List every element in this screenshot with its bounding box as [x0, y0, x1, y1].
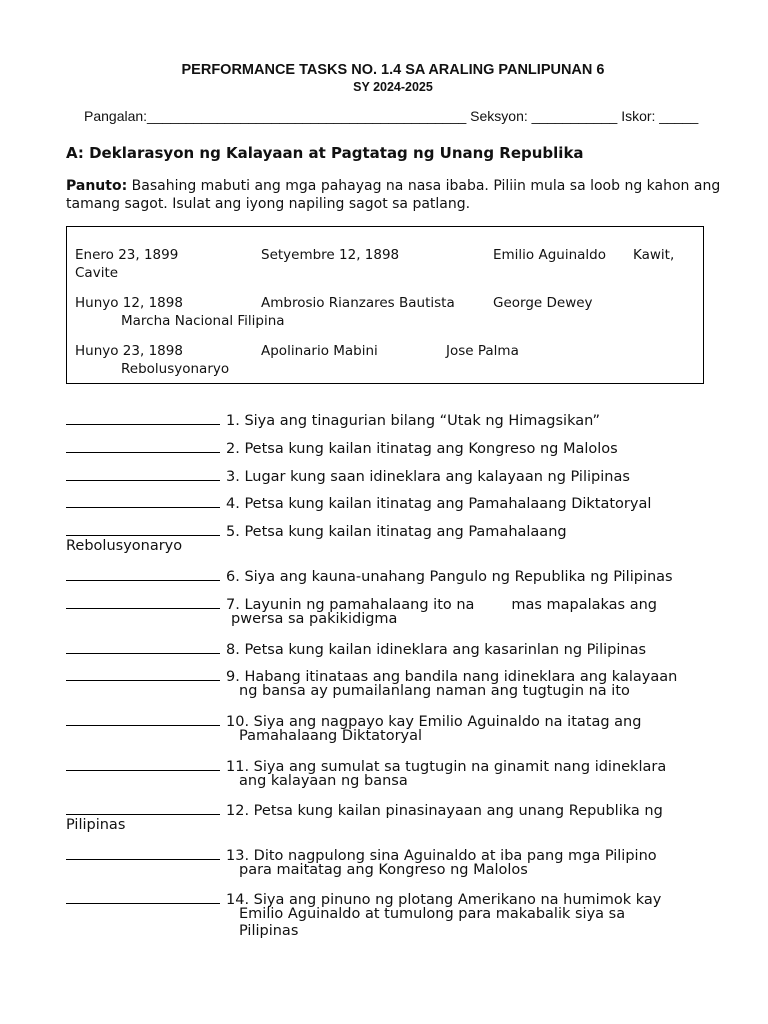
answer-blank[interactable]	[66, 594, 220, 609]
question-item	[66, 438, 618, 458]
question-text: 4. Petsa kung kailan itinatag ang Pamahalaang Diktatoryal	[226, 496, 652, 512]
question-text: 5. Petsa kung kailan itinatag ang Pamahalaang	[226, 524, 567, 540]
section-title: A: Deklarasyon ng Kalayaan at Pagtatag ng Unang Republika	[66, 144, 584, 162]
question-text-continued: ng bansa ay pumailanlang naman ang tugtugin na ito	[239, 683, 630, 699]
choice-bautista: Ambrosio Rianzares Bautista	[261, 295, 455, 311]
answer-blank[interactable]	[66, 438, 220, 453]
question-text: 3. Lugar kung saan idineklara ang kalayaan ng Pilipinas	[226, 469, 630, 485]
answer-blank[interactable]	[66, 410, 220, 425]
answer-blank[interactable]	[66, 666, 220, 681]
question-text: 8. Petsa kung kailan idineklara ang kasarinlan ng Pilipinas	[226, 642, 647, 658]
question-item	[66, 493, 651, 513]
choice-enero: Enero 23, 1899	[75, 247, 179, 263]
answer-blank[interactable]	[66, 756, 220, 771]
choice-hunyo12: Hunyo 12, 1898	[75, 295, 183, 311]
answer-blank[interactable]	[66, 800, 220, 815]
question-text-continued: Emilio Aguinaldo at tumulong para makabalik siya sa	[239, 906, 626, 922]
question-item	[66, 639, 646, 659]
question-item	[66, 410, 600, 430]
choice-marcha: Marcha Nacional Filipina	[121, 313, 285, 329]
question-text-continued: Rebolusyonaryo	[66, 538, 183, 554]
choice-mabini: Apolinario Mabini	[261, 343, 378, 359]
question-text: 2. Petsa kung kailan itinatag ang Kongreso ng Malolos	[226, 441, 618, 457]
question-text: 14. Siya ang pinuno ng plotang Amerikano na humimok kay	[226, 892, 662, 908]
choice-cavite: Cavite	[75, 265, 119, 281]
question-text: 11. Siya ang sumulat sa tugtugin na ginamit nang idineklara	[226, 759, 667, 775]
choice-dewey: George Dewey	[493, 295, 593, 311]
question-text-continued: Pamahalaang Diktatoryal	[239, 728, 423, 744]
question-item	[66, 566, 673, 586]
choice-rebolusyonaryo: Rebolusyonaryo	[121, 361, 230, 377]
page-title: PERFORMANCE TASKS NO. 1.4 SA ARALING PANLIPUNAN 6	[181, 62, 605, 78]
question-text: 10. Siya ang nagpayo kay Emilio Aguinaldo na itatag ang	[226, 714, 642, 730]
instructions	[66, 177, 726, 213]
question-text-continued: Pilipinas	[66, 817, 126, 833]
choice-kawit: Kawit,	[633, 247, 675, 263]
choice-aguinaldo: Emilio Aguinaldo	[493, 247, 607, 263]
choice-hunyo23: Hunyo 23, 1898	[75, 343, 183, 359]
question-text-continued: ang kalayaan ng bansa	[239, 773, 408, 789]
question-text: 7. Layunin ng pamahalaang ito na mas mapalakas ang	[226, 597, 657, 613]
question-item	[66, 466, 630, 486]
question-item	[66, 800, 663, 820]
question-text: 1. Siya ang tinagurian bilang “Utak ng Himagsikan”	[226, 413, 601, 429]
question-text-continued: pwersa sa pakikidigma	[231, 611, 398, 627]
choice-palma: Jose Palma	[446, 343, 519, 359]
question-text: 12. Petsa kung kailan pinasinayaan ang unang Republika ng	[226, 803, 663, 819]
question-text: 9. Habang itinataas ang bandila nang idineklara ang kalayaan	[226, 669, 678, 685]
answer-blank[interactable]	[66, 566, 220, 581]
choice-setyembre: Setyembre 12, 1898	[261, 247, 400, 263]
answer-blank[interactable]	[66, 845, 220, 860]
question-text-continued: Pilipinas	[239, 923, 299, 939]
instructions-text: Basahing mabuti ang mga pahayag na nasa ibaba. Piliin mula sa loob ng kahon ang tamang sagot. Isulat ang iyong napiling sagot sa patlang.	[66, 178, 721, 212]
question-text: 6. Siya ang kauna-unahang Pangulo ng Republika ng Pilipinas	[226, 569, 673, 585]
question-text-continued: para maitatag ang Kongreso ng Malolos	[239, 862, 528, 878]
school-year: SY 2024-2025	[353, 80, 433, 94]
answer-blank[interactable]	[66, 493, 220, 508]
student-info-line[interactable]: Pangalan:_________________________________________ Seksyon: ___________ Iskor: _____	[84, 108, 699, 124]
answer-blank[interactable]	[66, 889, 220, 904]
answer-blank[interactable]	[66, 521, 220, 536]
answer-blank[interactable]	[66, 711, 220, 726]
answer-blank[interactable]	[66, 466, 220, 481]
answer-blank[interactable]	[66, 639, 220, 654]
question-text: 13. Dito nagpulong sina Aguinaldo at iba pang mga Pilipino	[226, 848, 657, 864]
answer-choices-box	[66, 226, 704, 384]
instructions-label: Panuto:	[66, 178, 128, 194]
